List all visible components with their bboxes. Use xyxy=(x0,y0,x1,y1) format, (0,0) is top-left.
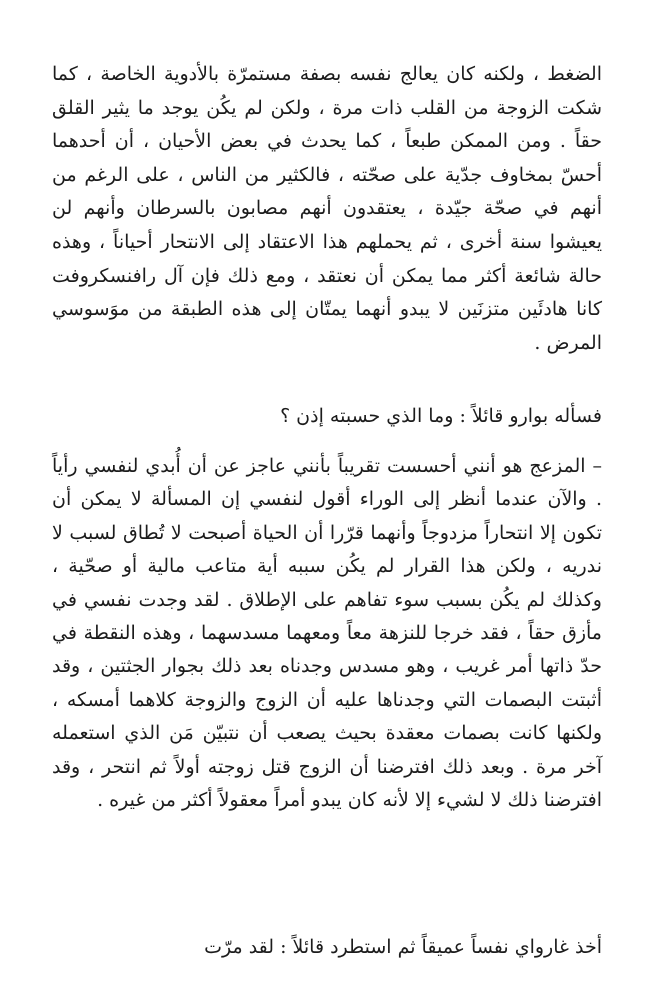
paragraph-dialogue-answer xyxy=(52,450,602,817)
paragraph-continuation xyxy=(52,931,602,965)
paragraph-text: فسأله بوارو قائلاً : وما الذي حسبته إذن ؟ xyxy=(280,405,602,427)
paragraph-body-1 xyxy=(52,58,602,360)
paragraph-text: أخذ غارواي نفساً عميقاً ثم استطرد قائلاً : لقد مرّت xyxy=(204,936,602,958)
paragraph-text: الضغط ، ولكنه كان يعالج نفسه بصفة مستمرّة بالأدوية الخاصة ، كما شكت الزوجة من القلب ذات مرة ، ولكن لم يكُن يوجد ما يثير القلق حقاً . ومن الممكن طبعاً ، كما يحدث في بعض الأحيان ، أن أحدهما أحسّ بمخاوف جدّية على صحّته ، فالكثير من الناس ، على الرغم من أنهم في صحّة جيّدة ، يعتقدون أنهم مصابون بالسرطان وأنهم لن يعيشوا سنة أخرى ، ثم يحملهم هذا الاعتقاد إلى الانتحار أحياناً ، وهذه حالة شائعة أكثر مما يمكن أن نعتقد ، ومع ذلك فإن آل رافنسكروفت كانا هادئَين متزنَين لا يبدو أنهما يمتّان إلى هذه الطبقة من موَسوسي المرض . xyxy=(52,63,602,354)
paragraph-text: – المزعج هو أنني أحسست تقريباً بأنني عاجز عن أن أُبدي لنفسي رأياً . والآن عندما أنظر إلى الوراء أقول لنفسي إن المسألة لا يمكن أن تكون إلا انتحاراً مزدوجاً وأنهما قرّرا أن الحياة أصبحت لا تُطاق لسبب لا ندريه ، ولكن هذا القرار لم يكُن سببه أية متاعب مالية أو صحّية ، وكذلك لم يكُن بسبب سوء تفاهم على الإطلاق . لقد وجدت نفسي في مأزق حقاً ، فقد خرجا للنزهة معاً ومعهما مسدسهما ، وهذه النقطة في حدّ ذاتها أمر غريب ، وهو مسدس وجدناه بعد ذلك بجوار الجثتين ، وقد أثبتت البصمات التي وجدناها عليه أن الزوج والزوجة كلاهما أمسكه ، ولكنها كانت بصمات معقدة بحيث يصعب أن نتبيّن مَن الذي استعمله آخر مرة . وبعد ذلك افترضنا أن الزوج قتل زوجته أولاً ثم انتحر ، وقد افترضنا ذلك لا لشيء إلا لأنه كان يبدو أمراً معقولاً أكثر من غيره . xyxy=(52,455,603,812)
paragraph-dialogue-question xyxy=(52,400,602,434)
